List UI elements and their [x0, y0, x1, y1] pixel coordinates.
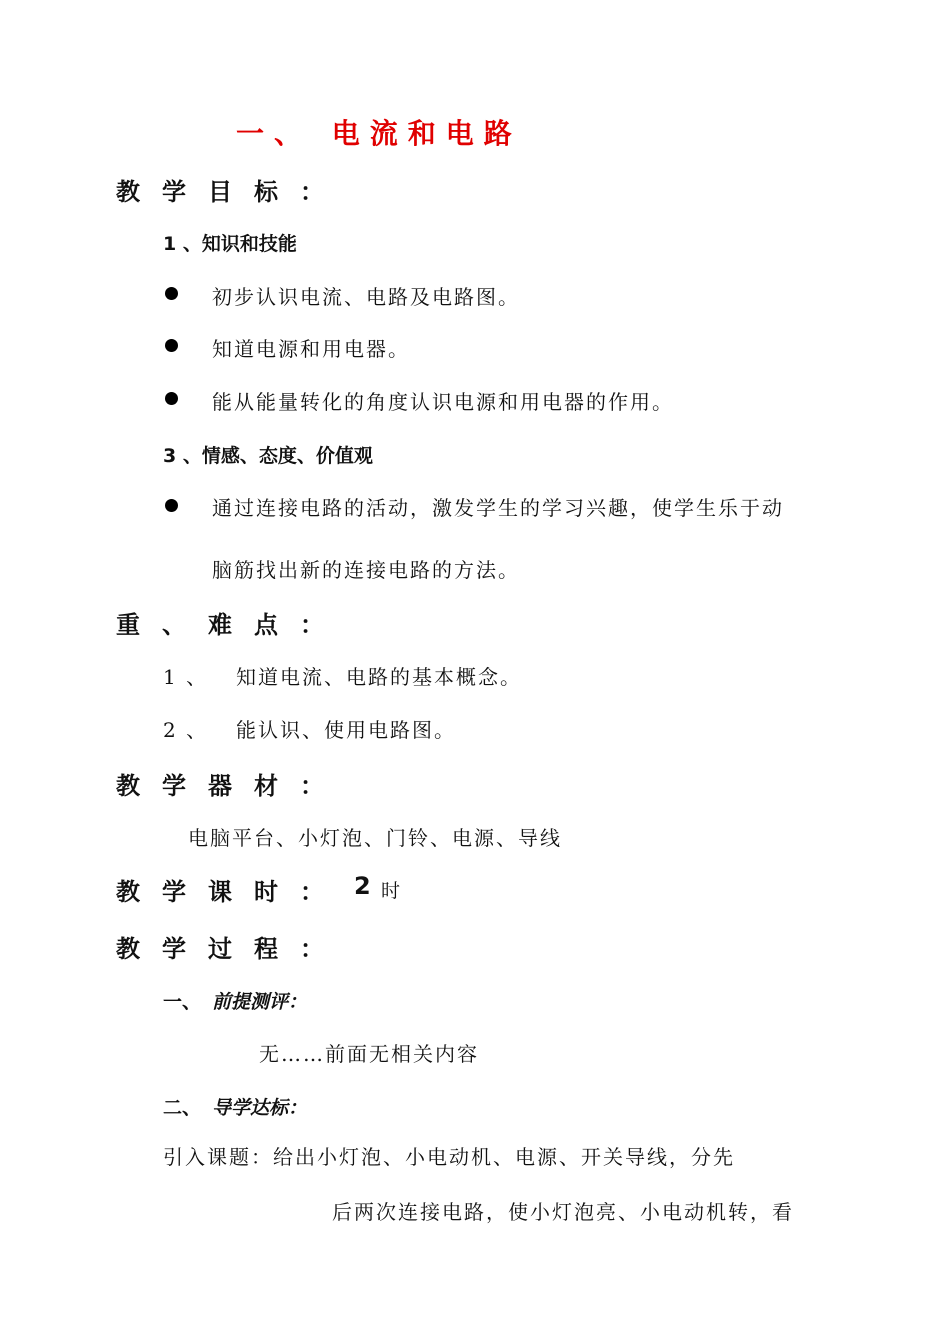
key-points-heading: 重、难点： — [116, 611, 346, 639]
hours-value: 2 — [354, 872, 371, 900]
bullet-icon — [165, 287, 178, 300]
objective-bullet-2: 知道电源和用电器。 — [212, 337, 410, 361]
bullet-icon — [165, 392, 178, 405]
objective-bullet-3: 能从能量转化的角度认识电源和用电器的作用。 — [212, 390, 674, 414]
key-point-2-text: 能认识、使用电路图。 — [236, 718, 456, 742]
equipment-text: 电脑平台、小灯泡、门铃、电源、导线 — [188, 826, 562, 850]
equipment-heading: 教学器材： — [116, 772, 346, 800]
intro-line-1: 引入课题：给出小灯泡、小电动机、电源、开关导线，分先 — [163, 1145, 735, 1169]
section-2-title: 导学达标： — [212, 1097, 308, 1119]
key-point-1-text: 知道电流、电路的基本概念。 — [236, 665, 522, 689]
bullet-icon — [165, 499, 178, 512]
bullet-icon — [165, 339, 178, 352]
objectives-sub3: 3 、情感、态度、价值观 — [163, 445, 373, 467]
key-point-1-num: 1 、 — [163, 665, 209, 689]
hours-unit: 时 — [381, 880, 401, 902]
key-point-2-num: 2 、 — [163, 718, 209, 742]
objectives-sub1: 1 、知识和技能 — [163, 233, 297, 255]
section-1-title: 前提测评： — [212, 991, 308, 1013]
hours-heading: 教学课时： — [116, 878, 346, 906]
intro-line-2: 后两次连接电路，使小灯泡亮、小电动机转，看 — [332, 1200, 794, 1224]
process-heading: 教学过程： — [116, 935, 346, 963]
page-title: 一、 电流和电路 — [236, 117, 522, 150]
section-1-text: 无……前面无相关内容 — [259, 1042, 479, 1066]
objective-bullet-4-line1: 通过连接电路的活动，激发学生的学习兴趣，使学生乐于动 — [212, 496, 784, 520]
section-2-label: 二、 — [163, 1097, 202, 1119]
objective-bullet-1: 初步认识电流、电路及电路图。 — [212, 285, 520, 309]
objective-bullet-4-line2: 脑筋找出新的连接电路的方法。 — [212, 558, 520, 582]
objectives-heading: 教学目标： — [116, 178, 346, 206]
section-1-label: 一、 — [163, 991, 202, 1013]
